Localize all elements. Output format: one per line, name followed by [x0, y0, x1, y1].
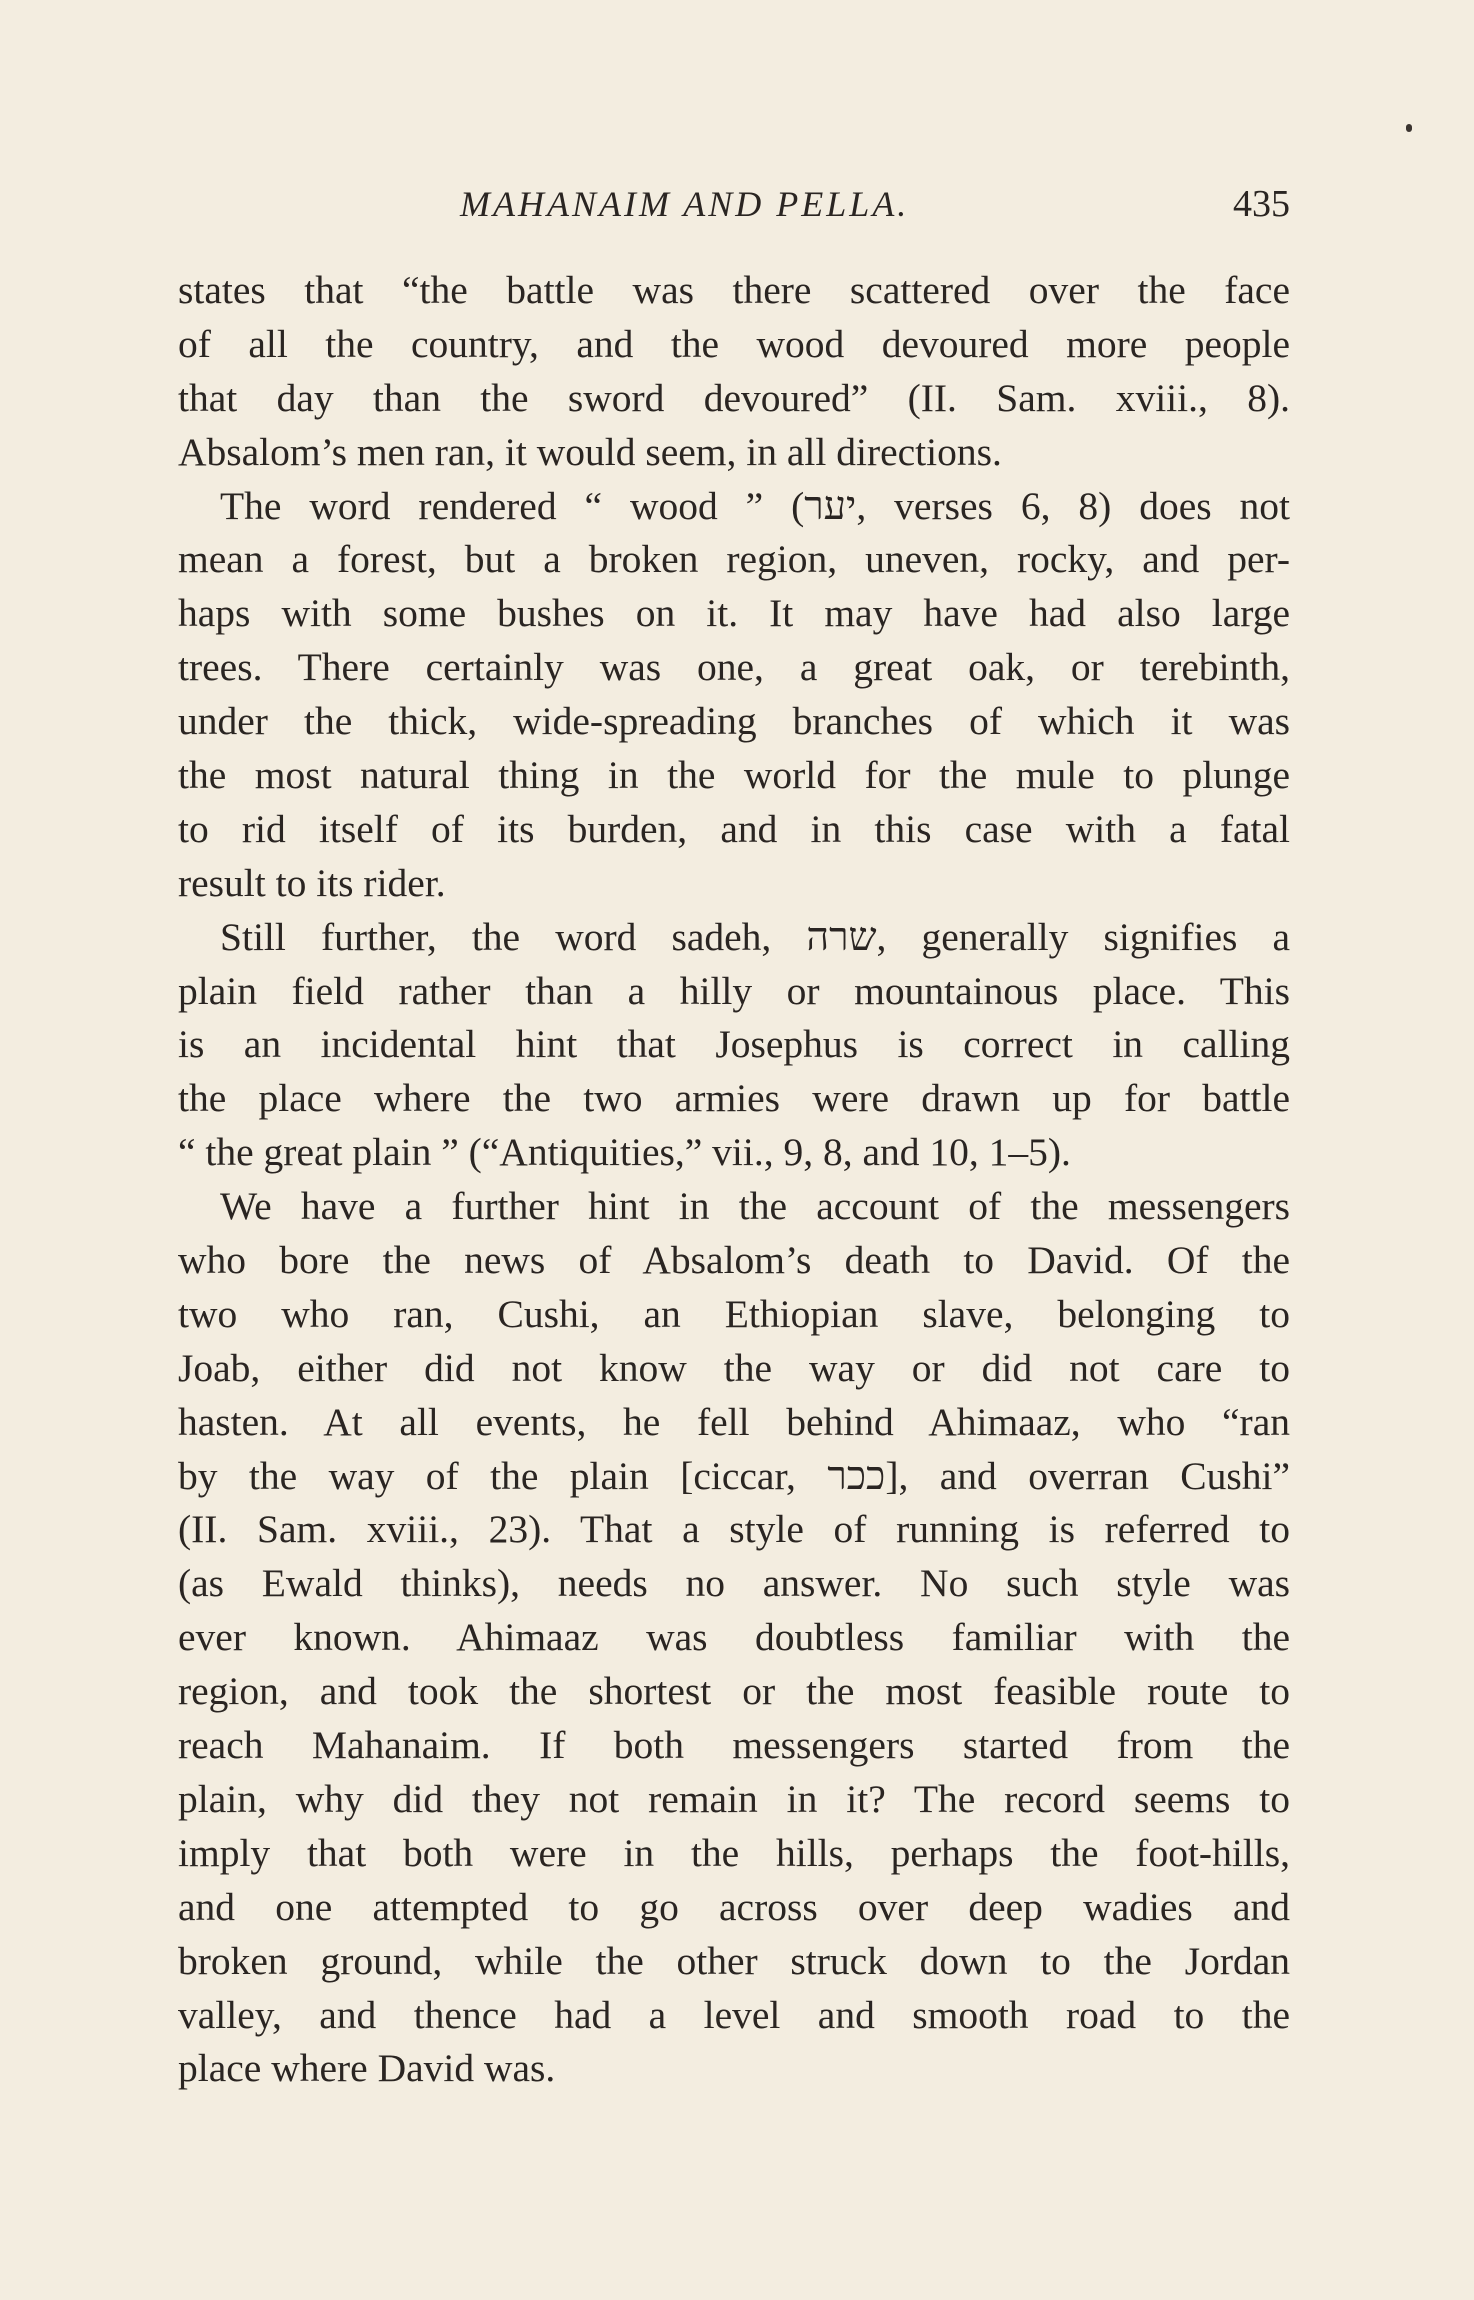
- text-line: the most natural thing in the world for the mule to plunge: [178, 753, 1290, 798]
- text-line: reach Mahanaim. If both messengers started from the: [178, 1723, 1290, 1768]
- text-line: the place where the two armies were drawn up for battle: [178, 1076, 1290, 1121]
- text-line: that day than the sword devoured” (II. Sam. xviii., 8).: [178, 375, 1290, 420]
- text-line: region, and took the shortest or the most feasible route to: [178, 1669, 1290, 1714]
- text-line: to rid itself of its burden, and in this case with a fatal: [178, 806, 1290, 851]
- ink-speck: [1406, 124, 1412, 132]
- text-line: who bore the news of Absalom’s death to David. Of the: [178, 1238, 1290, 1283]
- text-line: (II. Sam. xviii., 23). That a style of running is referred to: [178, 1507, 1290, 1552]
- text-line: plain field rather than a hilly or mountainous place. This: [178, 968, 1290, 1013]
- text-line: imply that both were in the hills, perhaps the foot-hills,: [178, 1830, 1290, 1875]
- text-line: states that “the battle was there scattered over the face: [178, 268, 1290, 312]
- text-line: mean a forest, but a broken region, uneven, rocky, and per-: [178, 537, 1290, 582]
- paragraph-start-line: Still further, the word sadeh, שרה, generally signifies a: [220, 914, 1290, 959]
- text-line: haps with some bushes on it. It may have had also large: [178, 591, 1290, 636]
- text-line: trees. There certainly was one, a great oak, or terebinth,: [178, 645, 1290, 690]
- text-line: (as Ewald thinks), needs no answer. No such style was: [178, 1561, 1290, 1606]
- text-line: under the thick, wide-spreading branches of which it was: [178, 699, 1290, 744]
- text-line: broken ground, while the other struck down to the Jordan: [178, 1938, 1290, 1983]
- paragraph-start-line: We have a further hint in the account of the messengers: [220, 1184, 1290, 1229]
- page-number: 435: [1233, 183, 1290, 225]
- text-line: “ the great plain ” (“Antiquities,” vii., 9, 8, and 10, 1–5).: [178, 1130, 1071, 1175]
- body-text: [178, 264, 1290, 2096]
- text-line: is an incidental hint that Josephus is correct in calling: [178, 1022, 1290, 1067]
- text-line: valley, and thence had a level and smooth road to the: [178, 1992, 1290, 2037]
- running-head: [180, 174, 1290, 234]
- text-line: of all the country, and the wood devoured more people: [178, 321, 1290, 366]
- text-line: and one attempted to go across over deep wadies and: [178, 1884, 1290, 1929]
- text-line: Absalom’s men ran, it would seem, in all directions.: [178, 429, 1002, 474]
- text-line: ever known. Ahimaaz was doubtless familiar with the: [178, 1615, 1290, 1660]
- text-line: by the way of the plain [ciccar, ככר], and overran Cushi”: [178, 1453, 1290, 1498]
- running-head-title: MAHANAIM AND PELLA.: [460, 184, 910, 224]
- text-line: two who ran, Cushi, an Ethiopian slave, belonging to: [178, 1291, 1290, 1336]
- text-line: place where David was.: [178, 2046, 556, 2091]
- text-line: result to its rider.: [178, 860, 446, 905]
- paragraph-start-line: The word rendered “ wood ” (יער, verses 6, 8) does not: [220, 483, 1290, 528]
- text-line: plain, why did they not remain in it? The record seems to: [178, 1776, 1290, 1821]
- text-line: hasten. At all events, he fell behind Ahimaaz, who “ran: [178, 1399, 1290, 1444]
- text-line: Joab, either did not know the way or did not care to: [178, 1345, 1290, 1390]
